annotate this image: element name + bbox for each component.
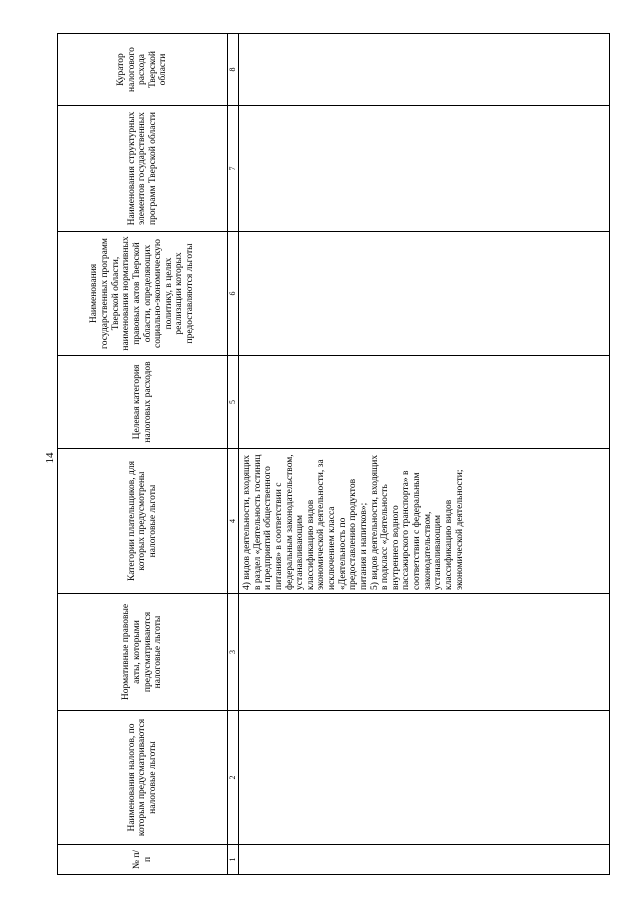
cell-structural-elements [239, 106, 610, 232]
header-row [58, 34, 228, 875]
tax-expenditures-table [57, 34, 610, 875]
column-number: 6 [228, 232, 239, 356]
header-target-category: Целевая категория налоговых расходов [58, 356, 228, 449]
column-number-row [228, 34, 239, 875]
header-payer-categories: Категории плательщиков, для которых предусмотрены налоговые льготы [58, 449, 228, 594]
page-number: 14 [44, 452, 56, 464]
column-number: 4 [228, 449, 239, 594]
column-number: 7 [228, 106, 239, 232]
cell-legal-acts [239, 594, 610, 711]
column-number: 2 [228, 711, 239, 845]
cell-target-category [239, 356, 610, 449]
header-structural-elements: Наименования структурных элементов государственных программ Тверской области [58, 106, 228, 232]
header-tax-name: Наименования налогов, по которым предусматриваются налоговые льготы [58, 711, 228, 845]
column-number: 1 [228, 845, 239, 875]
column-number: 5 [228, 356, 239, 449]
table-row [239, 34, 610, 875]
cell-programs [239, 232, 610, 356]
column-number: 3 [228, 594, 239, 711]
cell-payer-categories [239, 449, 610, 594]
header-programs: Наименования государственных программ Тверской области, наименования нормативных правовых актов Тверской области, определяющих социально-экономическую политику, в целях реализации которых предоставляются льготы [58, 232, 228, 356]
payer-category-item: 4) видов деятельности, входящих в раздел «Деятельность гостиниц и предприятий общественного питания» в соответствии с федеральным законодательством, устанавливающим классификацию видов экономической деятельности, за исключением класса «Деятельность по предоставлению продуктов питания и напитков»; [242, 454, 369, 590]
payer-category-item: 5) видов деятельности, входящих в подкласс «Деятельность внутреннего водного пассажирского транспорта» в соответствии с федеральным законодательством, устанавливающим классификацию видов экономической деятельности; [369, 454, 465, 590]
header-num: № п/п [58, 845, 228, 875]
cell-tax-name [239, 711, 610, 845]
header-legal-acts: Нормативные правовые акты, которыми предусматриваются налоговые льготы [58, 594, 228, 711]
cell-num [239, 845, 610, 875]
header-curator: Куратор налогового расхода Тверской области [58, 34, 228, 106]
cell-curator [239, 34, 610, 106]
column-number: 8 [228, 34, 239, 106]
